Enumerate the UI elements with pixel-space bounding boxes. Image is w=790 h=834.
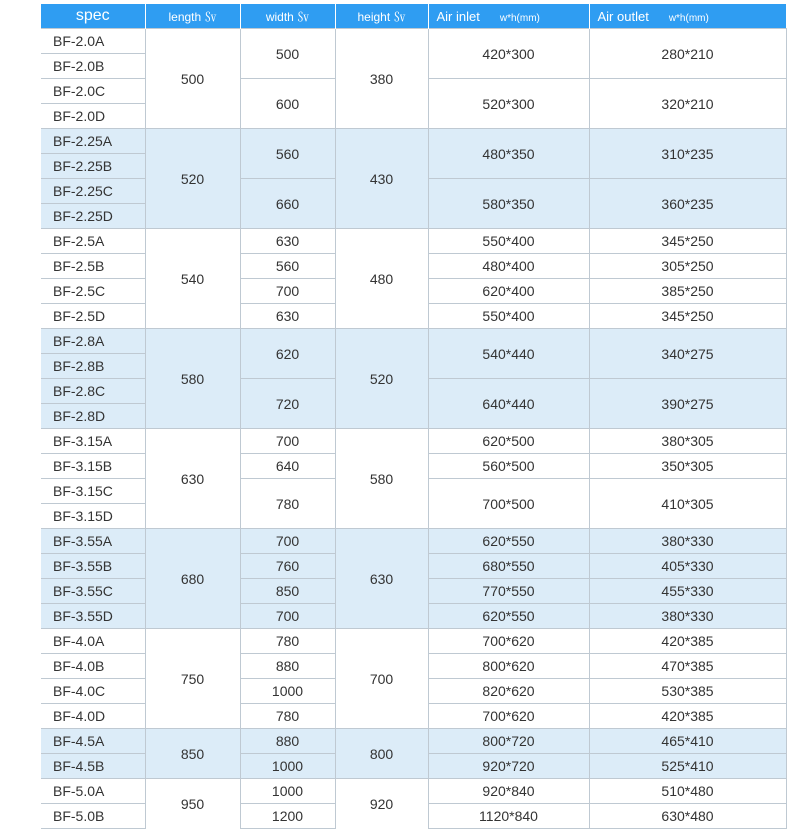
outlet-cell: 360*235: [589, 179, 786, 229]
spec-cell: BF-2.5C: [41, 279, 145, 304]
spec-cell: BF-3.55B: [41, 554, 145, 579]
spec-cell: BF-2.25B: [41, 154, 145, 179]
air-outlet-label: Air outlet: [597, 8, 649, 24]
height-cell: 430: [335, 129, 428, 229]
table-row: [41, 129, 786, 154]
inlet-cell: 550*400: [428, 229, 589, 254]
spec-cell: BF-2.8D: [41, 404, 145, 429]
width-cell: 720: [240, 379, 335, 429]
width-cell: 630: [240, 229, 335, 254]
width-cell: 700: [240, 429, 335, 454]
spec-cell: BF-4.0B: [41, 654, 145, 679]
inlet-cell: 550*400: [428, 304, 589, 329]
inlet-cell: 420*300: [428, 29, 589, 79]
outlet-cell: 350*305: [589, 454, 786, 479]
length-cell: 580: [145, 329, 240, 429]
spec-cell: BF-2.0B: [41, 54, 145, 79]
height-cell: 800: [335, 729, 428, 779]
height-cell: 630: [335, 529, 428, 629]
height-cell: 580: [335, 429, 428, 529]
outlet-cell: 345*250: [589, 304, 786, 329]
length-cell: 950: [145, 779, 240, 829]
width-cell: 1000: [240, 679, 335, 704]
outlet-cell: 420*385: [589, 704, 786, 729]
spec-cell: BF-4.0A: [41, 629, 145, 654]
inlet-cell: 520*300: [428, 79, 589, 129]
spec-cell: BF-3.55C: [41, 579, 145, 604]
inlet-cell: 820*620: [428, 679, 589, 704]
spec-cell: BF-3.15D: [41, 504, 145, 529]
inlet-cell: 1120*840: [428, 804, 589, 829]
outlet-cell: 630*480: [589, 804, 786, 829]
header-length: length ㏜: [145, 4, 240, 29]
width-cell: 780: [240, 704, 335, 729]
width-cell: 780: [240, 479, 335, 529]
outlet-cell: 380*305: [589, 429, 786, 454]
inlet-cell: 920*840: [428, 779, 589, 804]
spec-cell: BF-3.55D: [41, 604, 145, 629]
spec-cell: BF-2.5A: [41, 229, 145, 254]
width-cell: 630: [240, 304, 335, 329]
inlet-cell: 800*720: [428, 729, 589, 754]
outlet-cell: 345*250: [589, 229, 786, 254]
outlet-cell: 385*250: [589, 279, 786, 304]
inlet-cell: 920*720: [428, 754, 589, 779]
length-cell: 500: [145, 29, 240, 129]
spec-cell: BF-4.5A: [41, 729, 145, 754]
outlet-cell: 305*250: [589, 254, 786, 279]
width-cell: 560: [240, 129, 335, 179]
inlet-cell: 620*550: [428, 529, 589, 554]
width-cell: 1000: [240, 779, 335, 804]
header-height: height ㏜: [335, 4, 428, 29]
outlet-cell: 410*305: [589, 479, 786, 529]
inlet-cell: 640*440: [428, 379, 589, 429]
spec-cell: BF-4.5B: [41, 754, 145, 779]
spec-cell: BF-2.8B: [41, 354, 145, 379]
inlet-cell: 620*500: [428, 429, 589, 454]
width-cell: 560: [240, 254, 335, 279]
spec-table-container: [41, 4, 787, 829]
inlet-cell: 560*500: [428, 454, 589, 479]
width-cell: 1200: [240, 804, 335, 829]
outlet-cell: 420*385: [589, 629, 786, 654]
length-cell: 750: [145, 629, 240, 729]
table-row: [41, 329, 786, 354]
air-outlet-unit: w*h(mm): [668, 12, 709, 24]
spec-cell: BF-5.0B: [41, 804, 145, 829]
width-cell: 500: [240, 29, 335, 79]
inlet-cell: 800*620: [428, 654, 589, 679]
spec-cell: BF-3.15B: [41, 454, 145, 479]
outlet-cell: 320*210: [589, 79, 786, 129]
spec-cell: BF-4.0C: [41, 679, 145, 704]
spec-cell: BF-2.5B: [41, 254, 145, 279]
air-inlet-label: Air inlet: [436, 8, 480, 24]
width-cell: 600: [240, 79, 335, 129]
spec-cell: BF-2.0A: [41, 29, 145, 54]
spec-cell: BF-3.55A: [41, 529, 145, 554]
width-cell: 700: [240, 529, 335, 554]
table-row: [41, 629, 786, 654]
outlet-cell: 310*235: [589, 129, 786, 179]
inlet-cell: 540*440: [428, 329, 589, 379]
table-row: [41, 429, 786, 454]
table-row: [41, 29, 786, 54]
spec-cell: BF-2.8A: [41, 329, 145, 354]
width-cell: 880: [240, 729, 335, 754]
outlet-cell: 340*275: [589, 329, 786, 379]
spec-cell: BF-2.8C: [41, 379, 145, 404]
height-cell: 920: [335, 779, 428, 829]
outlet-cell: 380*330: [589, 529, 786, 554]
width-cell: 640: [240, 454, 335, 479]
outlet-cell: 465*410: [589, 729, 786, 754]
inlet-cell: 480*400: [428, 254, 589, 279]
spec-cell: BF-4.0D: [41, 704, 145, 729]
outlet-cell: 405*330: [589, 554, 786, 579]
header-air-inlet: [428, 4, 589, 29]
length-cell: 520: [145, 129, 240, 229]
width-cell: 700: [240, 279, 335, 304]
header-air-outlet: [589, 4, 786, 29]
length-cell: 680: [145, 529, 240, 629]
width-cell: 760: [240, 554, 335, 579]
inlet-cell: 700*620: [428, 629, 589, 654]
width-cell: 780: [240, 629, 335, 654]
spec-cell: BF-3.15C: [41, 479, 145, 504]
height-cell: 480: [335, 229, 428, 329]
inlet-cell: 770*550: [428, 579, 589, 604]
length-cell: 540: [145, 229, 240, 329]
length-cell: 630: [145, 429, 240, 529]
width-cell: 1000: [240, 754, 335, 779]
outlet-cell: 530*385: [589, 679, 786, 704]
spec-cell: BF-2.5D: [41, 304, 145, 329]
table-row: [41, 729, 786, 754]
header-row: [41, 4, 786, 29]
inlet-cell: 680*550: [428, 554, 589, 579]
table-row: [41, 229, 786, 254]
spec-cell: BF-2.25D: [41, 204, 145, 229]
table-row: [41, 529, 786, 554]
length-cell: 850: [145, 729, 240, 779]
inlet-cell: 700*500: [428, 479, 589, 529]
spec-cell: BF-2.0D: [41, 104, 145, 129]
outlet-cell: 455*330: [589, 579, 786, 604]
width-cell: 850: [240, 579, 335, 604]
outlet-cell: 380*330: [589, 604, 786, 629]
outlet-cell: 280*210: [589, 29, 786, 79]
air-inlet-unit: w*h(mm): [499, 12, 540, 24]
width-cell: 620: [240, 329, 335, 379]
outlet-cell: 470*385: [589, 654, 786, 679]
table-row: [41, 779, 786, 804]
outlet-cell: 510*480: [589, 779, 786, 804]
outlet-cell: 390*275: [589, 379, 786, 429]
inlet-cell: 620*400: [428, 279, 589, 304]
height-cell: 520: [335, 329, 428, 429]
inlet-cell: 580*350: [428, 179, 589, 229]
outlet-cell: 525*410: [589, 754, 786, 779]
spec-cell: BF-2.25A: [41, 129, 145, 154]
width-cell: 880: [240, 654, 335, 679]
inlet-cell: 480*350: [428, 129, 589, 179]
spec-cell: BF-2.25C: [41, 179, 145, 204]
fan-spec-table: [41, 4, 787, 829]
width-cell: 700: [240, 604, 335, 629]
inlet-cell: 620*550: [428, 604, 589, 629]
spec-cell: BF-5.0A: [41, 779, 145, 804]
header-width: width ㏜: [240, 4, 335, 29]
width-cell: 660: [240, 179, 335, 229]
height-cell: 700: [335, 629, 428, 729]
inlet-cell: 700*620: [428, 704, 589, 729]
height-cell: 380: [335, 29, 428, 129]
spec-cell: BF-3.15A: [41, 429, 145, 454]
header-spec: spec: [41, 4, 145, 29]
spec-cell: BF-2.0C: [41, 79, 145, 104]
